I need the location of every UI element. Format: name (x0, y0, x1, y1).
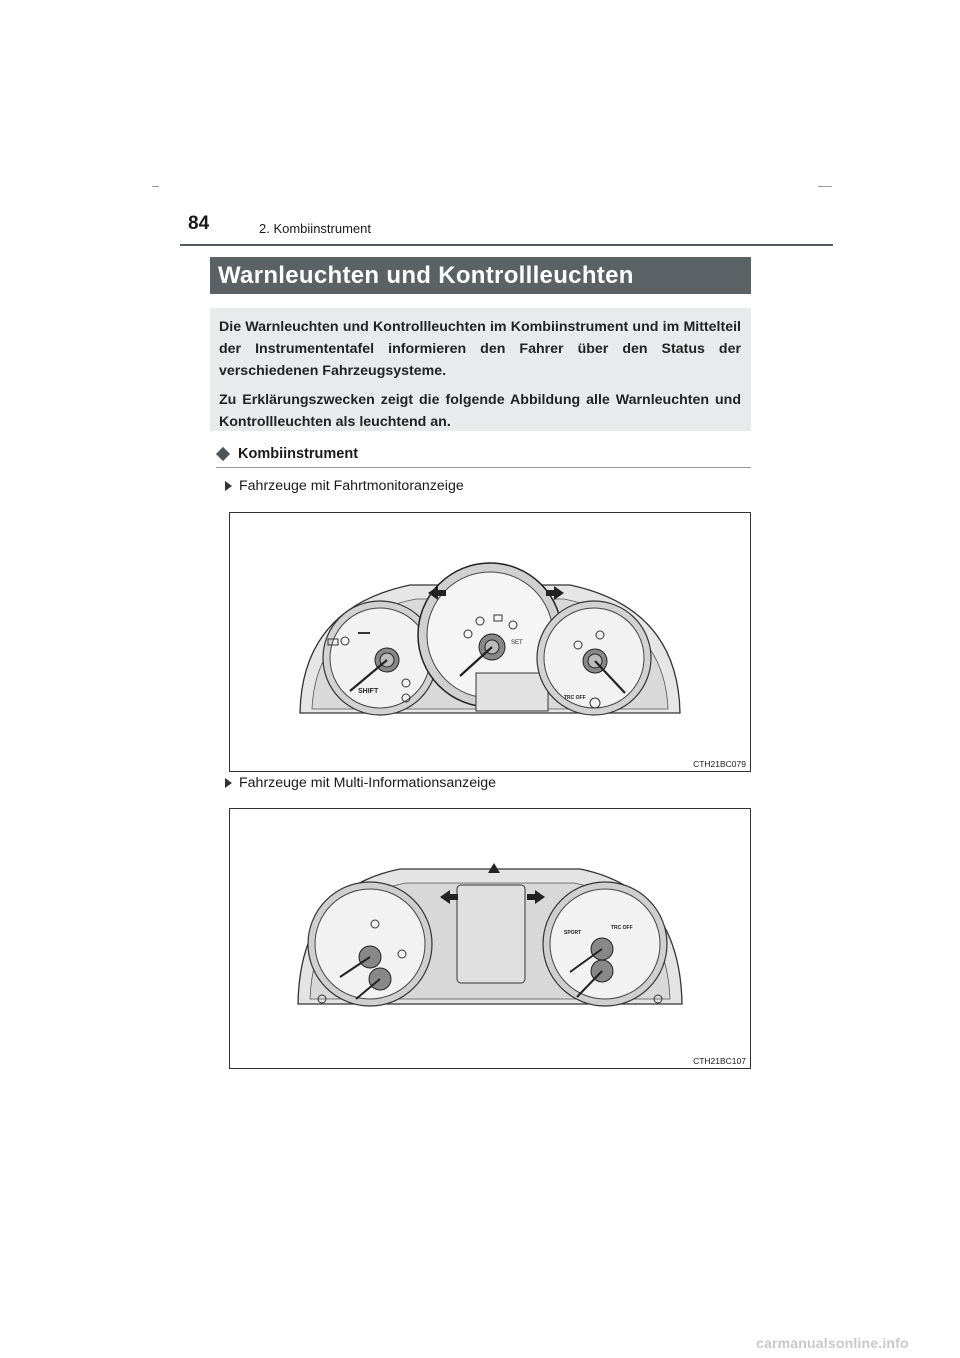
intro-box (210, 308, 751, 431)
watermark: carmanualsonline.info (756, 1335, 909, 1351)
triangle-bullet-icon (225, 481, 232, 491)
header-rule (180, 244, 833, 246)
instrument-cluster-illustration-2 (230, 809, 750, 1068)
crop-mark-left (152, 186, 159, 187)
figure-1 (229, 512, 751, 772)
diamond-bullet-icon (216, 447, 230, 461)
subsection-title: Kombiinstrument (238, 446, 359, 462)
set-label: SET (511, 640, 523, 646)
figure-1-caption (225, 478, 464, 494)
figure-2-code: CTH21BC107 (693, 1056, 746, 1066)
section-title: Warnleuchten und Kontrollleuchten (210, 257, 751, 294)
subsection-rule (216, 467, 751, 468)
figure-2-caption-text: Fahrzeuge mit Multi-Informationsanzeige (239, 775, 497, 791)
intro-paragraph-1: Die Warnleuchten und Kontrollleuchten im Kombiinstrument und im Mittelteil der Instrumententafel informieren den Fahrer über den Status der verschiedenen Fahrzeugsysteme. (219, 319, 741, 379)
figure-2 (229, 808, 751, 1069)
figure-1-code: CTH21BC079 (693, 759, 746, 769)
crop-mark-right (818, 186, 832, 187)
sport-label: SPORT (564, 930, 582, 936)
figure-2-caption (225, 775, 496, 791)
subsection-heading (216, 446, 358, 462)
shift-label: SHIFT (358, 688, 379, 695)
trc-off-label-2: TRC OFF (611, 925, 633, 931)
instrument-cluster-illustration-1 (230, 513, 750, 771)
trc-off-label-1: TRC OFF (564, 695, 586, 701)
figure-1-caption-text: Fahrzeuge mit Fahrtmonitoranzeige (239, 478, 464, 494)
triangle-bullet-icon (225, 778, 232, 788)
chapter-title: 2. Kombiinstrument (259, 221, 371, 236)
page-number: 84 (188, 213, 210, 234)
intro-paragraph-2: Zu Erklärungszwecken zeigt die folgende Abbildung alle Warnleuchten und Kontrollleuchten als leuchtend an. (219, 392, 741, 430)
